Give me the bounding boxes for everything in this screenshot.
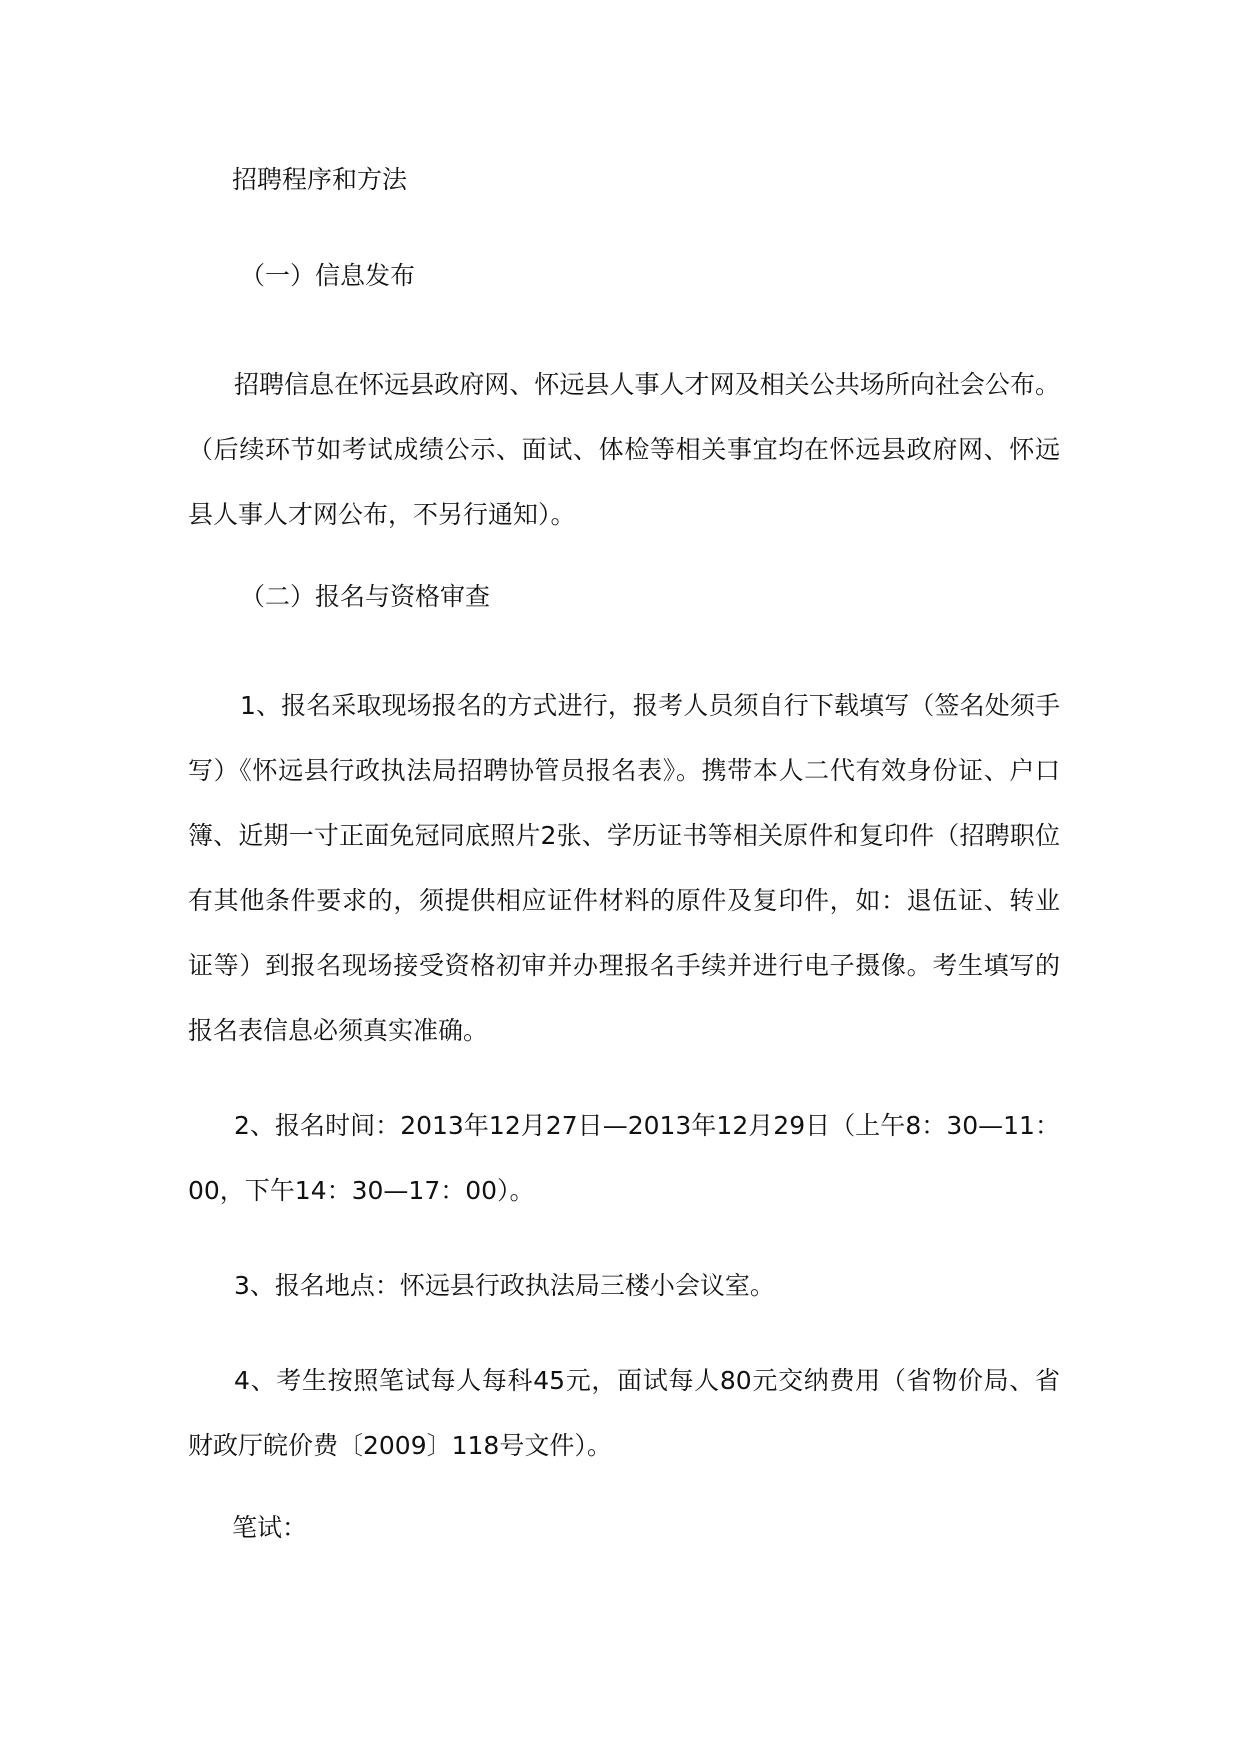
paragraph-registration-method: 1、报名采取现场报名的方式进行，报考人员须自行下载填写（签名处须手写）《怀远县行政执法局招聘协管员报名表》。携带本人二代有效身份证、户口簿、近期一寸正面免冠同底照片2张、学历证书等相关原件和复印件（招聘职位有其他条件要求的，须提供相应证件材料的原件及复印件，如：退伍证、转业证等）到报名现场接受资格初审并办理报名手续并进行电子摄像。考生填写的报名表信息必须真实准确。	[188, 691, 1060, 1045]
paragraph-info-release: 招聘信息在怀远县政府网、怀远县人事人才网及相关公共场所向社会公布。（后续环节如考试成绩公示、面试、体检等相关事宜均在怀远县政府网、怀远县人事人才网公布，不另行通知）。	[188, 370, 1060, 529]
paragraph-registration-fee: 4、考生按照笔试每人每科45元，面试每人80元交纳费用（省物价局、省财政厅皖价费〔2009〕118号文件）。	[188, 1366, 1060, 1460]
section-heading-info-release: （一）信息发布	[240, 261, 416, 290]
section-heading-written-exam: 笔试：	[232, 1513, 308, 1542]
paragraph-registration-location: 3、报名地点：怀远县行政执法局三楼小会议室。	[234, 1271, 775, 1300]
document-body	[188, 160, 1060, 1604]
document-title: 招聘程序和方法	[232, 165, 408, 194]
section-heading-registration: （二）报名与资格审查	[240, 582, 491, 611]
paragraph-registration-time: 2、报名时间：2013年12月27日—2013年12月29日（上午8：30—11：00，下午14：30—17：00）。	[188, 1111, 1060, 1205]
